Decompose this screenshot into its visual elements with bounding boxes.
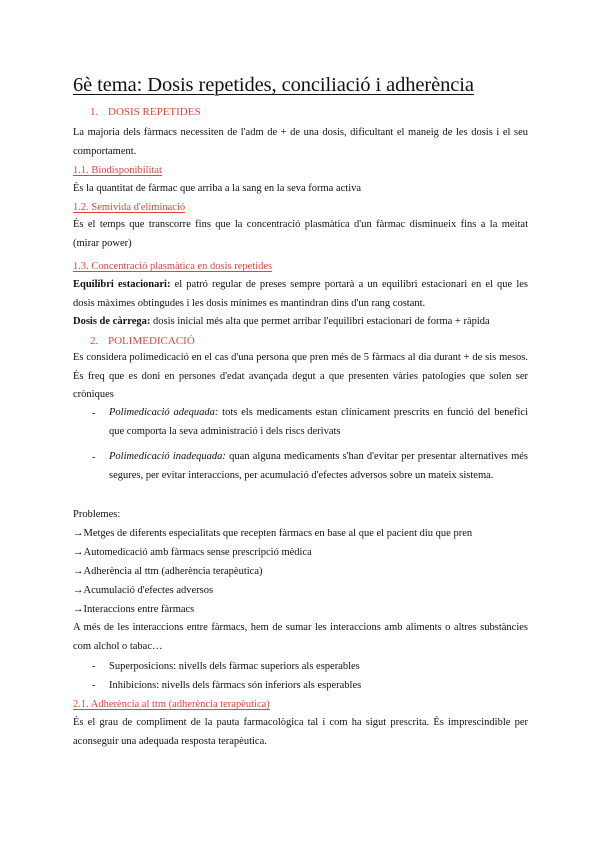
semivida-text: És el temps que transcorre fins que la concentració plasmàtica d'un fàrmac disminueix fins a la meitat (mirar power) xyxy=(73,219,528,249)
equilibri-paragraph xyxy=(73,276,528,313)
subheading-semivida: 1.2. Semivida d'eliminació xyxy=(73,202,186,213)
subheading-concentracio: 1.3. Concentració plasmàtica en dosis repetides xyxy=(73,261,273,272)
carrega-line xyxy=(73,316,490,327)
carrega-term: Dosis de càrrega: xyxy=(73,316,151,327)
equilibri-text: el patró regular de preses sempre portarà a un equilibri estacionari en el que les dosis màximes obtingudes i les dosis mínimes es mantindran dins d'un rang costant. xyxy=(73,279,528,309)
bullet-dash: - xyxy=(92,408,96,419)
section-number: 2. xyxy=(90,335,99,347)
item-text: quan alguna medicaments s'han d'evitar per presentar alternatives més segures, per evitar interaccions, per acumulació d'efectes adversos sobre un mateix sistema. xyxy=(109,451,528,481)
problem-item: →Interaccions entre fàrmacs xyxy=(73,604,195,615)
problem-item: →Automedicació amb fàrmacs sense prescripció mèdica xyxy=(73,547,312,558)
section-number: 1. xyxy=(90,106,99,118)
bullet-dash: - xyxy=(92,680,96,691)
section-label: DOSIS REPETIDES xyxy=(108,106,201,118)
bullet-dash: - xyxy=(92,452,96,463)
equilibri-term: Equilibri estacionari: xyxy=(73,279,171,290)
carrega-text: dosis inicial més alta que permet arribar l'equilibri estacionari de forma + ràpida xyxy=(150,316,490,327)
problem-item: →Adherència al ttm (adherència terapèutica) xyxy=(73,566,263,577)
list-item: Superposicions: nivells dels fàrmac superiors als esperables xyxy=(109,661,360,672)
subheading-biodisponibilitat: 1.1. Biodisponibilitat xyxy=(73,165,162,176)
biodisponibilitat-text: És la quantitat de fàrmac que arriba a la sang en la seva forma activa xyxy=(73,183,362,194)
subheading-adherencia: 2.1. Adherència al ttm (adherència terapèutica) xyxy=(73,699,270,710)
adherencia-text: És el grau de compliment de la pauta farmacològica tal i com ha sigut prescrita. És imprescindible per aconseguir una adequada resposta terapèutica. xyxy=(73,717,528,747)
list-item: Inhibicions: nivells dels fàrmacs són inferiors als esperables xyxy=(109,680,362,691)
intro-paragraph: La majoria dels fàrmacs necessiten de l'adm de + de una dosis, dificultant el maneig de les dosis i el seu comportament. xyxy=(73,127,528,157)
item-term: Polimedicació inadequada: xyxy=(109,451,226,462)
section-label: POLIMEDICACIÓ xyxy=(108,335,195,347)
polimedicacio-paragraph: Es considera polimedicació en el cas d'una persona que pren més de 5 fàrmacs al dia durant + de sis mesos. És freq que es doni en persones d'edat avançada degut a que presenten vàries patologies que solen ser cròniques xyxy=(73,352,528,400)
section-heading-dosis-repetides xyxy=(90,106,201,118)
problem-item: →Metges de diferents especialitats que recepten fàrmacs en base al que el pacient diu que pren xyxy=(73,528,473,539)
problem-item: →Acumulació d'efectes adversos xyxy=(73,585,214,596)
interactions-paragraph: A més de les interaccions entre fàrmacs, hem de sumar les interaccions amb aliments o altres substàncies com alchol o tabac… xyxy=(73,622,528,652)
list-item xyxy=(109,448,528,485)
item-term: Polimedicació adequada: xyxy=(109,407,219,418)
page-title: 6è tema: Dosis repetides, conciliació i adherència xyxy=(73,74,474,96)
item-text: tots els medicaments estan clínicament prescrits en funció del benefici que comporta la seva administració i dels riscs derivats xyxy=(109,407,528,437)
list-item xyxy=(109,404,528,441)
problems-label: Problemes: xyxy=(73,509,121,520)
section-heading-polimedicacio xyxy=(90,335,195,347)
bullet-dash: - xyxy=(92,661,96,672)
